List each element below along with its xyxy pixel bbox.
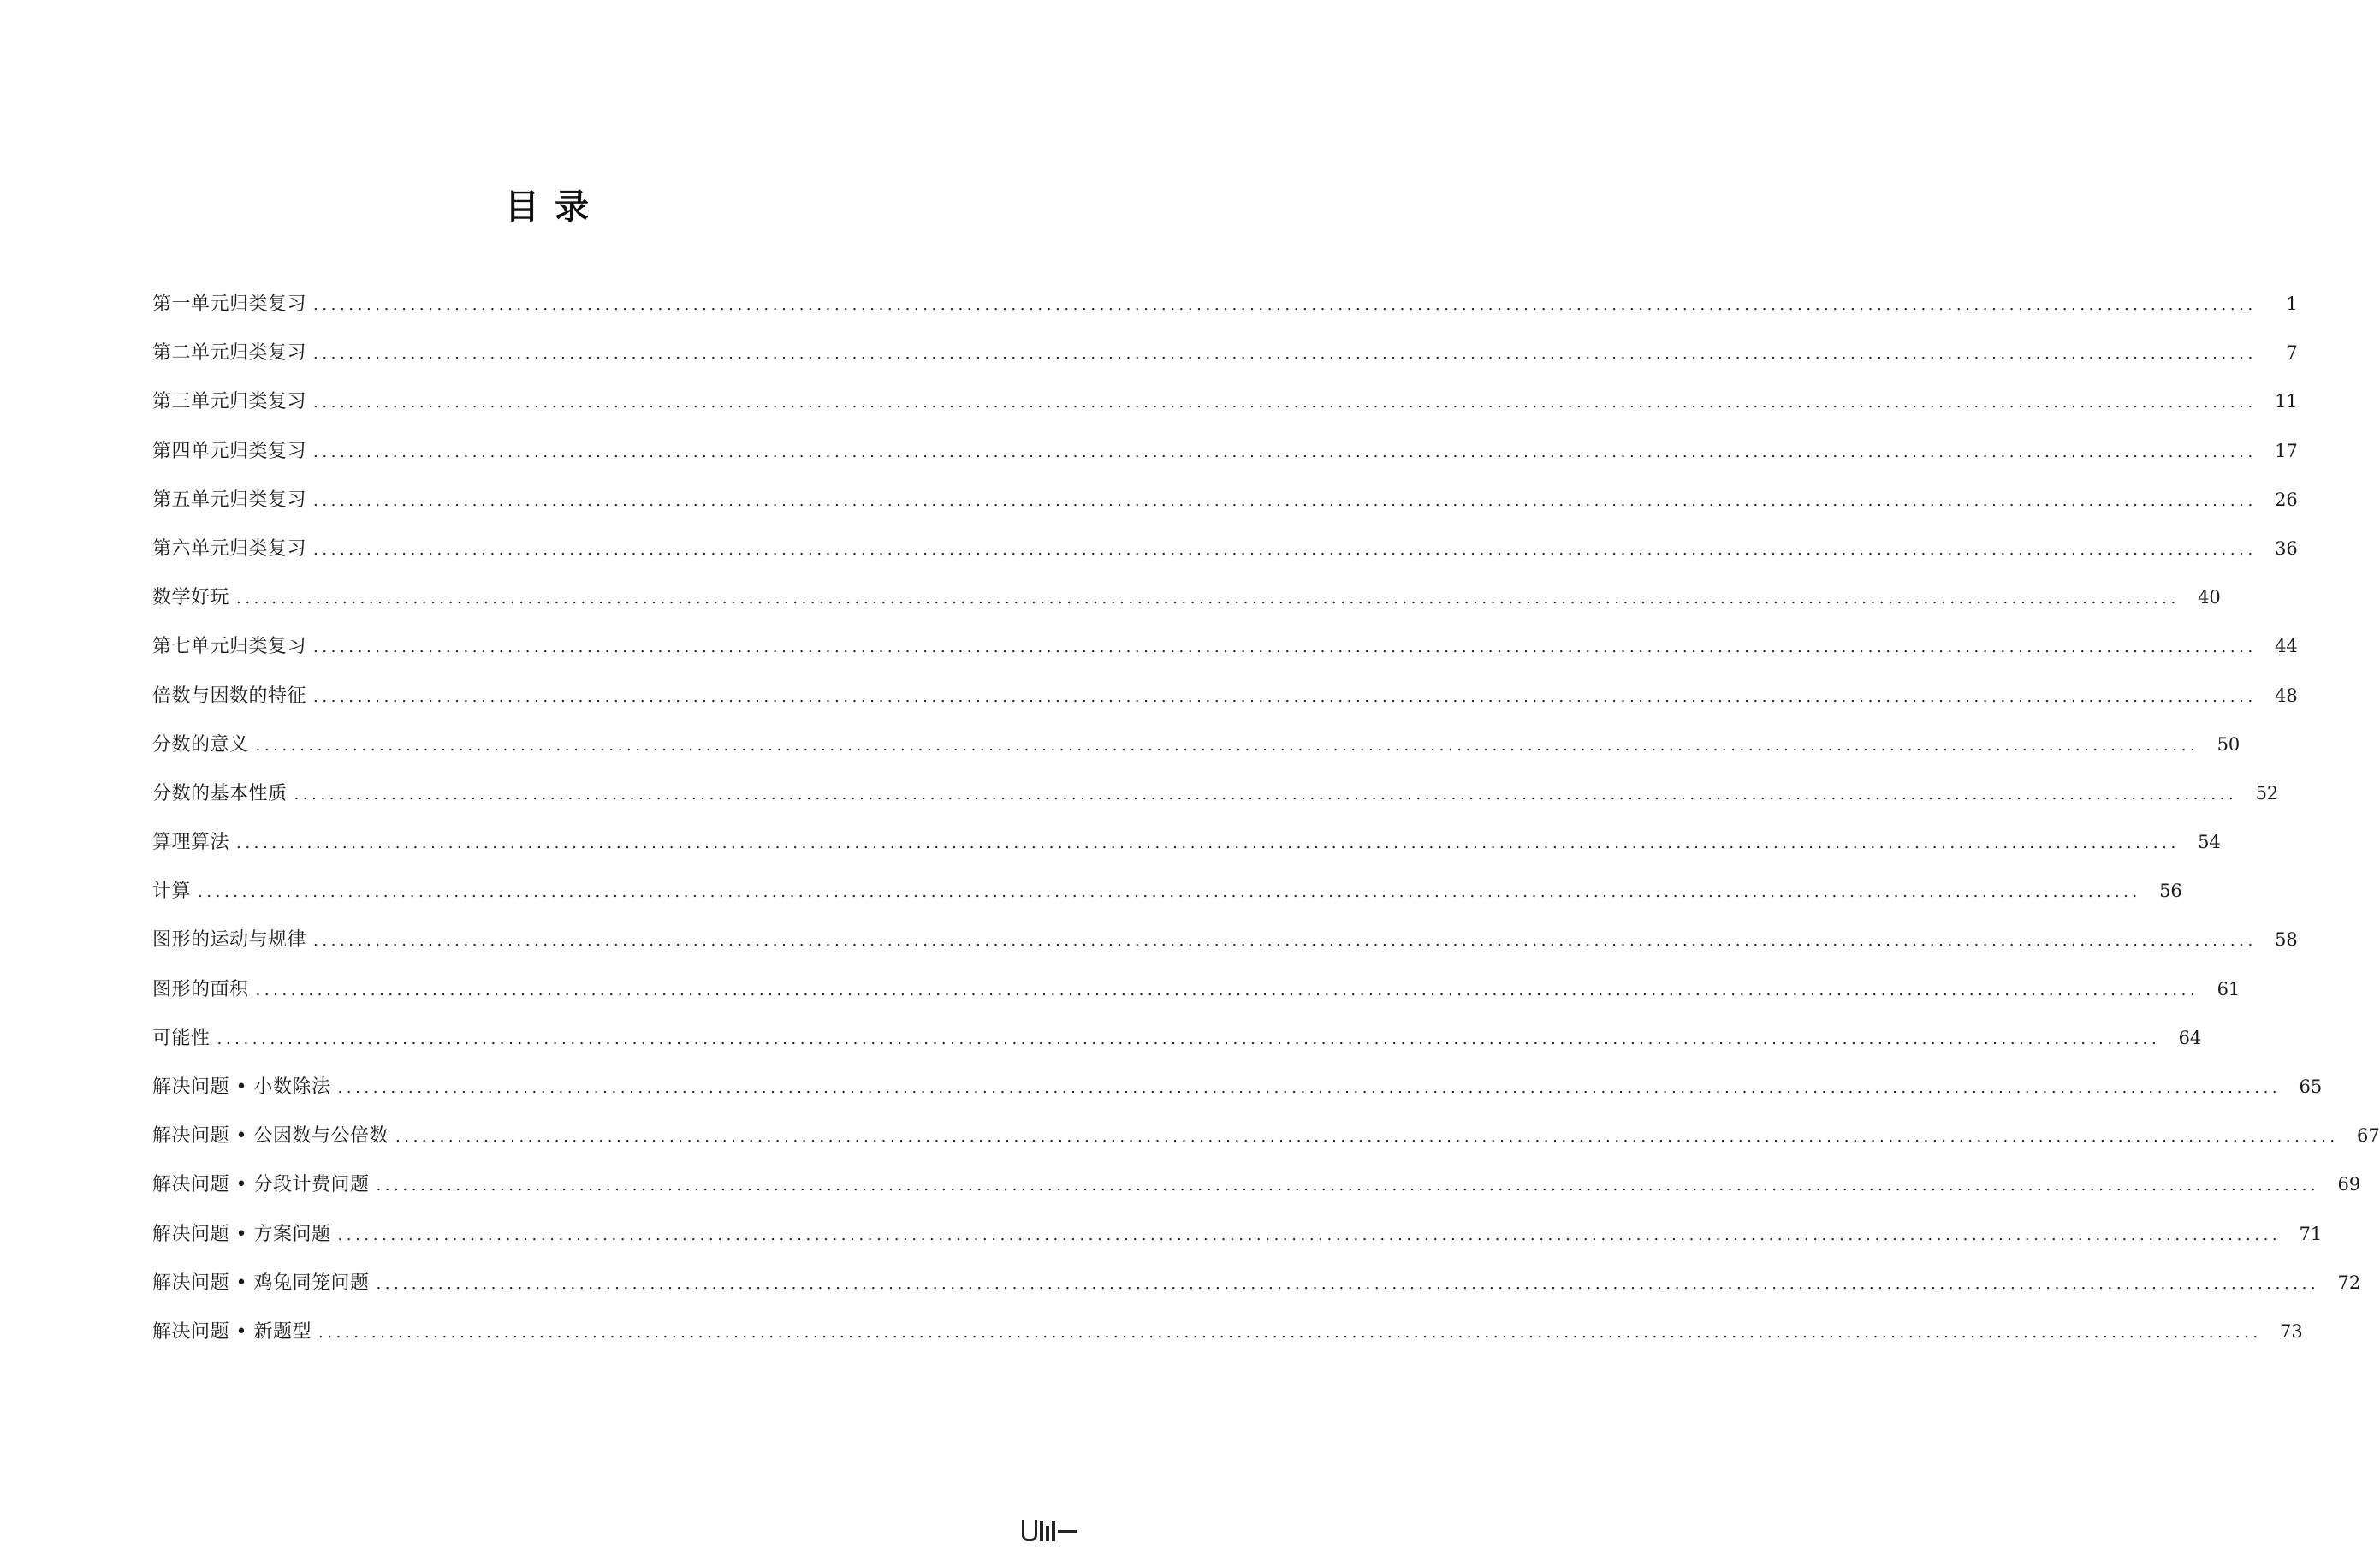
toc-entry-title: 第四单元归类复习 <box>152 440 307 462</box>
toc-leader-dots: ............................................................................................................................................................................................................................ <box>313 345 2257 364</box>
toc-entry-title: 第二单元归类复习 <box>152 342 307 365</box>
toc-leader-dots: ............................................................................................................................................................................................................................ <box>236 590 2180 608</box>
toc-entry-title: 数学好玩 <box>152 587 230 609</box>
toc-entry[interactable] <box>152 878 2182 927</box>
toc-entry[interactable] <box>152 1319 2303 1367</box>
toc-leader-dots: ............................................................................................................................................................................................................................ <box>313 296 2257 314</box>
logo-bar <box>1046 1526 1049 1541</box>
toc-leader-dots: ............................................................................................................................................................................................................................ <box>337 1079 2282 1097</box>
toc-entry-title: 分数的意义 <box>152 733 249 756</box>
toc-entry-title: 解决问题 • 分段计费问题 <box>152 1174 370 1196</box>
toc-leader-dots: ............................................................................................................................................................................................................................ <box>395 1128 2339 1147</box>
logo-u-shape <box>1022 1520 1037 1541</box>
toc-leader-dots: ............................................................................................................................................................................................................................ <box>313 540 2257 559</box>
toc-entry[interactable] <box>152 976 2241 1025</box>
toc-entry[interactable] <box>152 536 2298 584</box>
toc-page-number: 64 <box>2178 1027 2202 1048</box>
toc-entry-title: 第五单元归类复习 <box>152 489 307 511</box>
toc-leader-dots: ............................................................................................................................................................................................................................ <box>313 394 2257 412</box>
toc-entry-title: 第三单元归类复习 <box>152 391 307 413</box>
toc-leader-dots: ............................................................................................................................................................................................................................ <box>313 491 2257 510</box>
toc-entry[interactable] <box>152 1270 2361 1319</box>
table-of-contents <box>152 291 2380 1367</box>
toc-entry[interactable] <box>152 340 2298 388</box>
corner-logo-mark <box>1022 1520 1077 1541</box>
toc-leader-dots: ............................................................................................................................................................................................................................ <box>313 932 2257 951</box>
toc-entry[interactable] <box>152 1171 2361 1220</box>
toc-entry[interactable] <box>152 584 2221 633</box>
toc-page-number: 56 <box>2159 881 2182 902</box>
toc-entry-title: 计算 <box>152 881 192 903</box>
toc-leader-dots: ............................................................................................................................................................................................................................ <box>255 736 2199 755</box>
toc-leader-dots: ............................................................................................................................................................................................................................ <box>217 1029 2161 1048</box>
toc-entry-title: 图形的运动与规律 <box>152 929 307 952</box>
toc-page-number: 71 <box>2299 1223 2323 1244</box>
toc-leader-dots: ............................................................................................................................................................................................................................ <box>294 785 2238 804</box>
toc-entry-title: 图形的面积 <box>152 978 249 1000</box>
toc-page-number: 48 <box>2275 685 2298 706</box>
toc-leader-dots: ............................................................................................................................................................................................................................ <box>313 638 2257 657</box>
toc-page-number: 69 <box>2337 1174 2361 1195</box>
toc-entry[interactable] <box>152 438 2298 487</box>
toc-entry-title: 第七单元归类复习 <box>152 636 307 658</box>
toc-page-number: 72 <box>2337 1272 2361 1293</box>
toc-entry-title: 可能性 <box>152 1027 211 1049</box>
toc-leader-dots: ............................................................................................................................................................................................................................ <box>376 1274 2320 1293</box>
toc-entry-title: 第一单元归类复习 <box>152 294 307 315</box>
toc-entry-title: 第六单元归类复习 <box>152 537 307 560</box>
toc-entry[interactable] <box>152 291 2298 340</box>
toc-page-number: 36 <box>2275 537 2298 559</box>
toc-page-number: 1 <box>2286 294 2298 314</box>
toc-entry[interactable] <box>152 1025 2202 1074</box>
toc-entry-title: 解决问题 • 新题型 <box>152 1320 312 1343</box>
toc-leader-dots: ............................................................................................................................................................................................................................ <box>313 442 2257 461</box>
toc-entry[interactable] <box>152 1221 2323 1270</box>
toc-entry-title: 解决问题 • 公因数与公倍数 <box>152 1125 389 1148</box>
toc-leader-dots: ............................................................................................................................................................................................................................ <box>313 687 2257 706</box>
toc-page-number: 54 <box>2198 832 2221 853</box>
toc-page-number: 17 <box>2275 440 2298 461</box>
logo-line <box>1058 1530 1077 1533</box>
toc-page-number: 52 <box>2255 782 2279 804</box>
toc-leader-dots: ............................................................................................................................................................................................................................ <box>236 834 2180 853</box>
toc-entry[interactable] <box>152 1123 2380 1171</box>
toc-page-number: 50 <box>2217 733 2241 755</box>
toc-entry[interactable] <box>152 780 2279 829</box>
toc-entry[interactable] <box>152 487 2298 536</box>
toc-page-number: 7 <box>2286 342 2298 364</box>
toc-page-number: 58 <box>2275 929 2298 951</box>
toc-page-number: 65 <box>2299 1076 2323 1097</box>
toc-page-number: 44 <box>2275 636 2298 657</box>
toc-leader-dots: ............................................................................................................................................................................................................................ <box>337 1225 2282 1244</box>
toc-entry-title: 解决问题 • 小数除法 <box>152 1076 331 1098</box>
toc-leader-dots: ............................................................................................................................................................................................................................ <box>318 1323 2262 1342</box>
toc-entry[interactable] <box>152 683 2298 732</box>
toc-leader-dots: ............................................................................................................................................................................................................................ <box>376 1177 2320 1195</box>
toc-entry-title: 分数的基本性质 <box>152 782 288 804</box>
toc-entry[interactable] <box>152 388 2298 437</box>
toc-page-number: 73 <box>2280 1320 2303 1342</box>
toc-entry[interactable] <box>152 1074 2323 1123</box>
toc-page-number: 61 <box>2217 978 2241 999</box>
toc-entry-title: 解决问题 • 方案问题 <box>152 1223 331 1245</box>
toc-page-number: 40 <box>2198 587 2221 608</box>
toc-page-number: 11 <box>2275 391 2298 412</box>
toc-leader-dots: ............................................................................................................................................................................................................................ <box>198 883 2141 902</box>
toc-page-number: 26 <box>2275 489 2298 510</box>
page-title: 目 录 <box>505 187 591 227</box>
toc-entry-title: 算理算法 <box>152 832 230 854</box>
toc-entry-title: 倍数与因数的特征 <box>152 685 307 707</box>
toc-entry-title: 解决问题 • 鸡兔同笼问题 <box>152 1272 370 1294</box>
toc-entry[interactable] <box>152 829 2221 878</box>
toc-entry[interactable] <box>152 633 2298 682</box>
logo-bar <box>1052 1521 1055 1541</box>
logo-bar <box>1040 1521 1043 1541</box>
toc-leader-dots: ............................................................................................................................................................................................................................ <box>255 981 2199 999</box>
toc-page-number: 67 <box>2357 1125 2380 1147</box>
toc-entry[interactable] <box>152 732 2241 780</box>
toc-entry[interactable] <box>152 927 2298 976</box>
